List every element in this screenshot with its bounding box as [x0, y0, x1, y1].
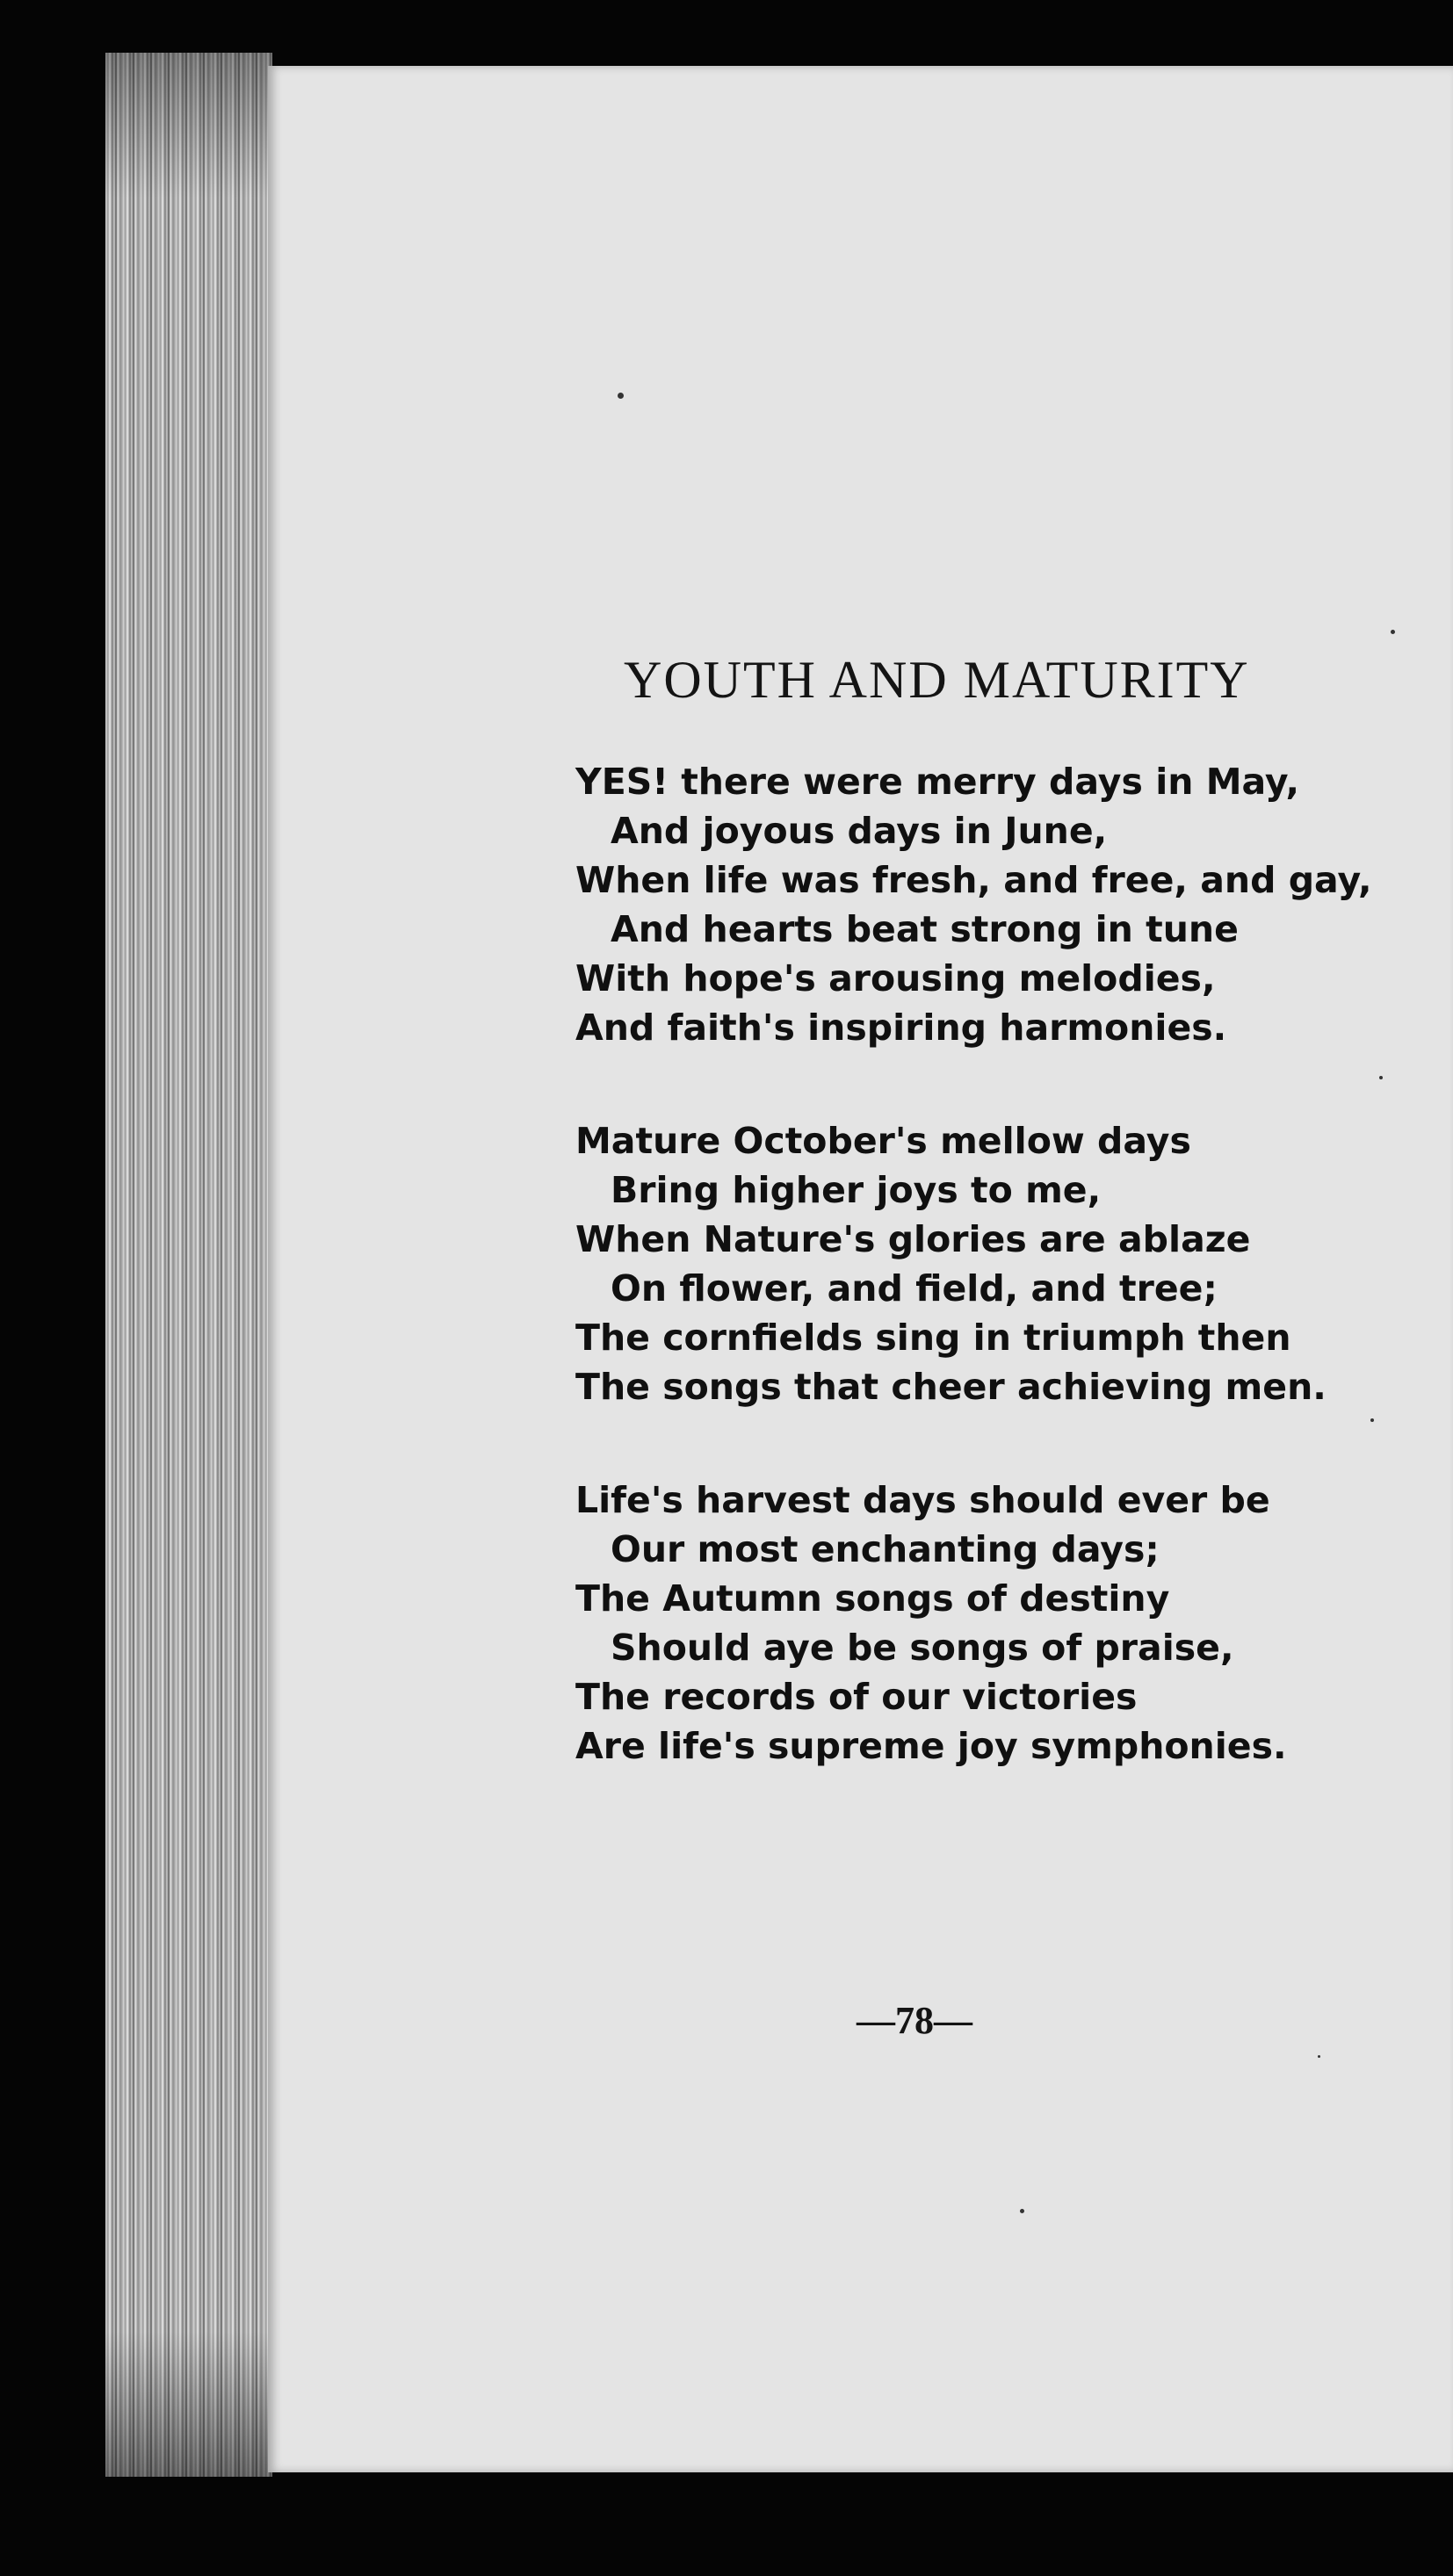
poem-line: The records of our victories — [575, 1676, 1138, 1718]
poem-line: When life was fresh, and free, and gay, — [575, 859, 1372, 901]
poem-line: Are life's supreme joy symphonies. — [575, 1725, 1287, 1767]
poem-line: When Nature's glories are ablaze — [575, 1218, 1251, 1260]
poem-line: Bring higher joys to me, — [611, 1169, 1102, 1211]
poem-line: And hearts beat strong in tune — [611, 908, 1239, 950]
dust-speck — [618, 393, 624, 399]
dust-speck — [1318, 2055, 1320, 2058]
poem-line: With hope's arousing melodies, — [575, 957, 1216, 999]
poem-title: YOUTH AND MATURITY — [624, 651, 1250, 709]
poem-line: Our most enchanting days; — [611, 1528, 1160, 1570]
poem-line: On flower, and field, and tree; — [611, 1267, 1218, 1310]
stanza — [575, 1116, 1366, 1411]
poem-body — [575, 757, 1372, 1835]
poem-line: And joyous days in June, — [611, 810, 1108, 852]
poem-line: YES! there were merry days in May, — [575, 761, 1300, 803]
poem-line: Mature October's mellow days — [575, 1120, 1191, 1162]
page-number: —78— — [857, 1999, 972, 2042]
stanza — [575, 757, 1372, 1052]
poem-line: The Autumn songs of destiny — [575, 1577, 1170, 1620]
dust-speck — [1020, 2209, 1024, 2213]
poem-line: Should aye be songs of praise, — [611, 1627, 1234, 1669]
stanza — [575, 1476, 1366, 1771]
poem-line: The songs that cheer achieving men. — [575, 1366, 1326, 1408]
book-page-edges — [105, 53, 272, 2477]
dust-speck — [1391, 630, 1395, 634]
dust-speck — [1370, 1418, 1374, 1422]
poem-line: And faith's inspiring harmonies. — [575, 1007, 1227, 1049]
poem-line: The cornfields sing in triumph then — [575, 1317, 1291, 1359]
poem-line: Life's harvest days should ever be — [575, 1479, 1270, 1521]
dust-speck — [1379, 1076, 1383, 1079]
